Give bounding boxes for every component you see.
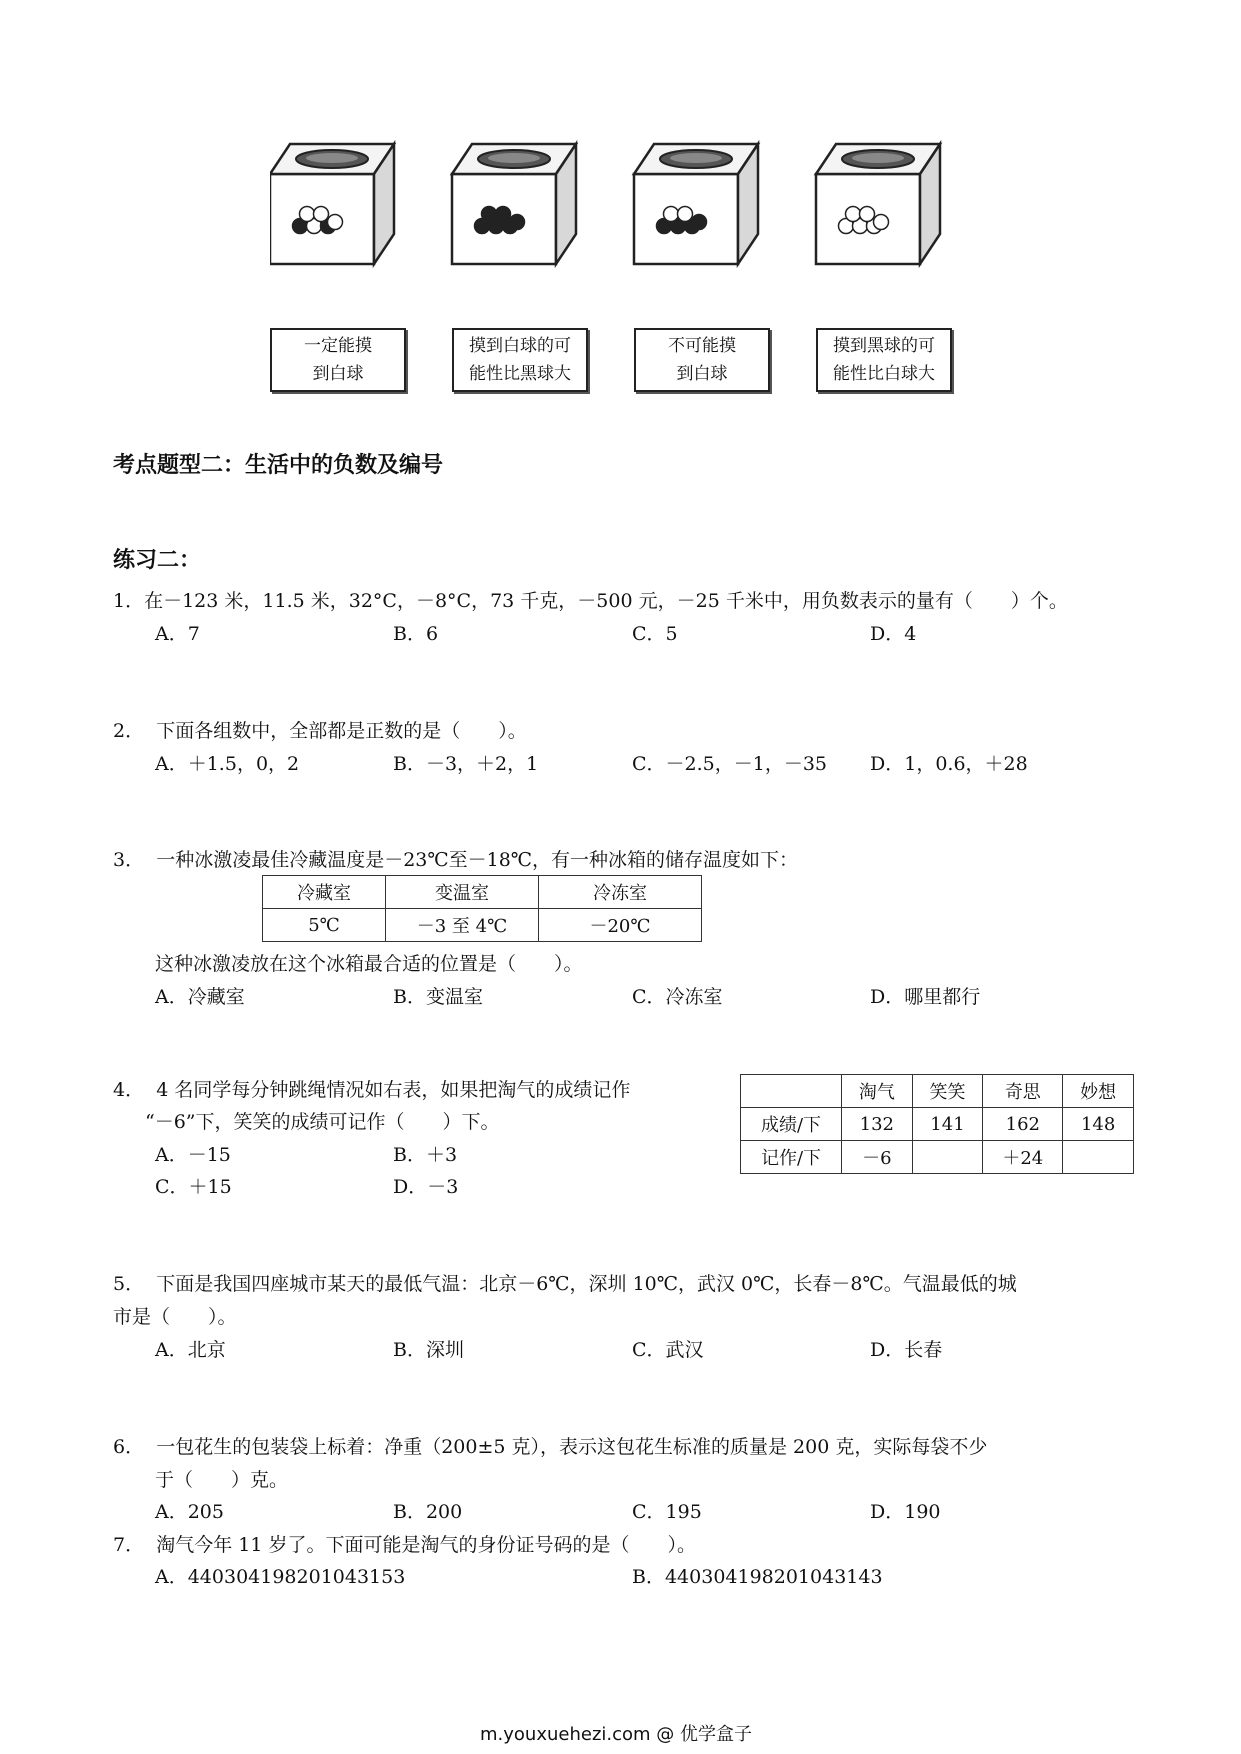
white-ball bbox=[664, 207, 679, 222]
q5-option-a[interactable]: A．北京 bbox=[155, 1339, 226, 1361]
q3-text: 一种冰激凌最佳冷藏温度是－23℃至－18℃，有一种冰箱的储存温度如下： bbox=[156, 849, 799, 871]
q1-number: 1． bbox=[113, 590, 145, 612]
section-title: 考点题型二：生活中的负数及编号 bbox=[113, 453, 444, 478]
label-box-3 bbox=[634, 328, 770, 392]
ball-box-2 bbox=[452, 144, 576, 264]
q4-header-cell: 淘气 bbox=[842, 1075, 913, 1108]
white-ball bbox=[300, 207, 315, 222]
q3-header-cell: 变温室 bbox=[386, 876, 539, 909]
q3-number: 3． bbox=[113, 849, 145, 871]
q5-option-c[interactable]: C．武汉 bbox=[632, 1339, 704, 1361]
q4-cell: 141 bbox=[912, 1108, 983, 1141]
q4-text2: “－6”下，笑笑的成绩可记作（ ）下。 bbox=[145, 1111, 500, 1133]
label-1-line2: 到白球 bbox=[312, 364, 364, 384]
q4-cell: －6 bbox=[842, 1141, 913, 1174]
label-4-line2: 能性比白球大 bbox=[833, 364, 935, 384]
black-ball bbox=[496, 207, 511, 222]
q3-value-cell: －3 至 4℃ bbox=[386, 909, 539, 942]
q4-cell: 132 bbox=[842, 1108, 913, 1141]
q1-option-b[interactable]: B．6 bbox=[393, 623, 439, 645]
q7-stem bbox=[113, 1530, 696, 1557]
q7-option-b[interactable]: B．440304198201043143 bbox=[632, 1566, 883, 1588]
q3-option-d[interactable]: D．哪里都行 bbox=[870, 986, 981, 1008]
black-ball bbox=[692, 215, 707, 230]
label-box-2 bbox=[452, 328, 588, 392]
q4-option-c[interactable]: C．＋15 bbox=[155, 1176, 232, 1198]
q5-stem bbox=[113, 1269, 1017, 1296]
q4-option-a[interactable]: A．－15 bbox=[155, 1144, 231, 1166]
q3-stem bbox=[113, 845, 798, 872]
label-1-line1: 一定能摸 bbox=[304, 336, 372, 356]
footer-watermark[interactable]: m.youxuehezi.com @ 优学盒子 bbox=[480, 1724, 753, 1745]
q1-option-d[interactable]: D．4 bbox=[870, 623, 917, 645]
q2-option-a[interactable]: A．＋1.5，0，2 bbox=[155, 753, 300, 775]
label-box-4 bbox=[816, 328, 952, 392]
q5-text: 下面是我国四座城市某天的最低气温：北京－6℃，深圳 10℃，武汉 0℃，长春－8℃。气温最低的城 bbox=[156, 1273, 1017, 1295]
q4-option-b[interactable]: B．＋3 bbox=[393, 1144, 458, 1166]
q3-fridge-table bbox=[262, 875, 702, 942]
q4-option-d[interactable]: D．－3 bbox=[393, 1176, 459, 1198]
q3-header-cell: 冷冻室 bbox=[539, 876, 702, 909]
label-4-line1: 摸到黑球的可 bbox=[833, 336, 935, 356]
white-ball bbox=[328, 215, 343, 230]
q4-header-cell: 妙想 bbox=[1063, 1075, 1134, 1108]
q5-option-d[interactable]: D．长春 bbox=[870, 1339, 943, 1361]
q6-text: 一包花生的包装袋上标着：净重（200±5 克），表示这包花生标准的质量是 200 克，实际每袋不少 bbox=[156, 1436, 988, 1458]
ball-box-4 bbox=[816, 144, 940, 264]
q4-cell: ＋24 bbox=[983, 1141, 1063, 1174]
q4-cell bbox=[912, 1141, 983, 1174]
black-ball bbox=[510, 215, 525, 230]
q3-value-cell: 5℃ bbox=[263, 909, 386, 942]
label-2-line2: 能性比黑球大 bbox=[469, 364, 571, 384]
q7-option-a[interactable]: A．440304198201043153 bbox=[155, 1566, 406, 1588]
q1-option-a[interactable]: A．7 bbox=[155, 623, 200, 645]
q4-number: 4． bbox=[113, 1079, 145, 1101]
q7-number: 7． bbox=[113, 1534, 145, 1556]
q6-option-c[interactable]: C．195 bbox=[632, 1501, 702, 1523]
q4-header-cell bbox=[741, 1075, 842, 1108]
q2-number: 2． bbox=[113, 720, 145, 742]
q4-text: 4 名同学每分钟跳绳情况如右表，如果把淘气的成绩记作 bbox=[156, 1079, 631, 1101]
q1-option-c[interactable]: C．5 bbox=[632, 623, 678, 645]
label-box-1 bbox=[270, 328, 406, 392]
q3-header-cell: 冷藏室 bbox=[263, 876, 386, 909]
q4-header-cell: 奇思 bbox=[983, 1075, 1063, 1108]
q2-text: 下面各组数中，全部都是正数的是（ ）。 bbox=[156, 720, 527, 742]
q3-option-a[interactable]: A．冷藏室 bbox=[155, 986, 245, 1008]
q2-option-c[interactable]: C．－2.5，－1，－35 bbox=[632, 753, 828, 775]
black-ball bbox=[482, 207, 497, 222]
white-ball bbox=[846, 207, 861, 222]
q4-stem bbox=[113, 1075, 630, 1102]
q4-row-label: 记作/下 bbox=[741, 1141, 842, 1174]
q3-option-c[interactable]: C．冷冻室 bbox=[632, 986, 723, 1008]
q4-cell: 148 bbox=[1063, 1108, 1134, 1141]
q6-text2: 于（ ）克。 bbox=[155, 1469, 289, 1491]
ball-box-1 bbox=[270, 144, 394, 264]
q6-number: 6． bbox=[113, 1436, 145, 1458]
ball-box-3 bbox=[634, 144, 758, 264]
q5-number: 5． bbox=[113, 1273, 145, 1295]
q4-cell: 162 bbox=[983, 1108, 1063, 1141]
label-2-line1: 摸到白球的可 bbox=[469, 336, 571, 356]
label-3-line1: 不可能摸 bbox=[668, 336, 736, 356]
q5-text2: 市是（ ）。 bbox=[113, 1306, 237, 1328]
white-ball bbox=[874, 215, 889, 230]
q4-cell bbox=[1063, 1141, 1134, 1174]
white-ball bbox=[678, 207, 693, 222]
ball-boxes-figure bbox=[270, 140, 990, 270]
q3-value-cell: －20℃ bbox=[539, 909, 702, 942]
q3-text2: 这种冰激凌放在这个冰箱最合适的位置是（ ）。 bbox=[155, 953, 583, 975]
q2-option-d[interactable]: D．1，0.6，＋28 bbox=[870, 753, 1028, 775]
q1-text: 在－123 米，11.5 米，32°C，－8°C，73 千克，－500 元，－25 千米中，用负数表示的量有（ ）个。 bbox=[144, 590, 1068, 612]
q4-row-label: 成绩/下 bbox=[741, 1108, 842, 1141]
q4-header-cell: 笑笑 bbox=[912, 1075, 983, 1108]
white-ball bbox=[314, 207, 329, 222]
q6-option-a[interactable]: A．205 bbox=[155, 1501, 224, 1523]
q2-option-b[interactable]: B．－3，＋2，1 bbox=[393, 753, 539, 775]
q5-option-b[interactable]: B．深圳 bbox=[393, 1339, 464, 1361]
label-3-line2: 到白球 bbox=[676, 364, 728, 384]
q6-option-b[interactable]: B．200 bbox=[393, 1501, 463, 1523]
q4-jump-rope-table bbox=[740, 1074, 1134, 1174]
white-ball bbox=[860, 207, 875, 222]
exercise-title: 练习二： bbox=[113, 548, 202, 573]
q3-option-b[interactable]: B．变温室 bbox=[393, 986, 483, 1008]
q1-stem bbox=[113, 586, 1068, 613]
q6-option-d[interactable]: D．190 bbox=[870, 1501, 941, 1523]
q7-text: 淘气今年 11 岁了。下面可能是淘气的身份证号码的是（ ）。 bbox=[156, 1534, 696, 1556]
q6-stem bbox=[113, 1432, 987, 1459]
q2-stem bbox=[113, 716, 527, 743]
